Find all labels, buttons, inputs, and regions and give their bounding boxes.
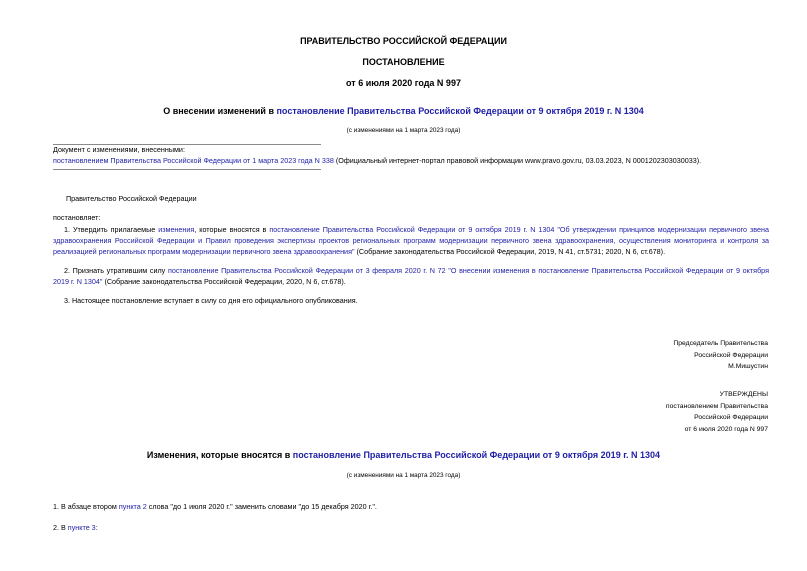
change1-link-punkt-2[interactable]: пункта 2 xyxy=(118,502,147,511)
item1-link-1304[interactable]: постановление Правительства Российской Федерации от 9 октября 2019 г. N 1304 "Об утверждении принципов модернизации первичного звена здравоохранения Российской Федерации и Правил проведения экспертизы проектов региональных программ модернизации первичного звена здравоохранения, осуществления мониторинга и контроля за реализацией региональных программ модернизации первичного звена здравоохранения" xyxy=(53,225,769,256)
approved-line-2: постановлением Правительства xyxy=(665,402,768,410)
item1-text-b: , которые вносятся в xyxy=(194,225,270,234)
approved-line-1: УТВЕРЖДЕНЫ xyxy=(719,391,768,398)
decrees-line: постановляет: xyxy=(53,213,101,222)
changes-title-link-1304[interactable]: постановление Правительства Российской Федерации от 9 октября 2019 г. N 1304 xyxy=(292,450,661,460)
doc-type-heading: ПОСТАНОВЛЕНИЕ xyxy=(362,57,445,67)
change2-link-punkt-3[interactable]: пункте 3 xyxy=(67,523,96,532)
title-link-1304[interactable]: постановление Правительства Российской Федерации от 9 октября 2019 г. N 1304 xyxy=(276,106,644,116)
signature-line-1: Председатель Правительства xyxy=(673,340,768,347)
change-item-2 xyxy=(53,522,98,533)
approved-line-4: от 6 июля 2020 года N 997 xyxy=(684,425,768,433)
paragraph-item-1 xyxy=(53,224,769,257)
item2-text-b: (Собрание законодательства Российской Федерации, 2020, N 6, ст.678). xyxy=(102,277,346,286)
changes-title-prefix: Изменения, которые вносятся в xyxy=(146,450,293,460)
change2-text-a: 2. В xyxy=(53,523,68,532)
changes-box-bottom-rule xyxy=(53,169,321,170)
change1-text-a: 1. В абзаце втором xyxy=(53,502,119,511)
approved-block xyxy=(520,389,768,435)
signature-line-3: М.Мишустин xyxy=(728,363,768,370)
change1-text-b: слова "до 1 июля 2020 г." заменить словами "до 15 декабря 2020 г.". xyxy=(146,502,377,511)
paragraph-item-3: 3. Настоящее постановление вступает в силу со дня его официального опубликования. xyxy=(64,296,358,305)
signature-block xyxy=(520,338,768,373)
changes-box-line xyxy=(53,155,773,166)
approved-line-3: Российской Федерации xyxy=(694,414,768,421)
changes-box xyxy=(53,144,773,166)
changes-box-label: Документ с изменениями, внесенными: xyxy=(53,145,185,154)
item2-text-a: 2. Признать утратившим силу xyxy=(64,266,168,275)
changes-section-title xyxy=(0,450,807,460)
changes-box-link-338[interactable]: постановлением Правительства Российской Федерации от 1 марта 2023 года N 338 xyxy=(53,156,334,165)
item1-text-a: 1. Утвердить прилагаемые xyxy=(64,225,159,234)
item1-link-changes[interactable]: изменения xyxy=(158,225,195,234)
item2-link-72[interactable]: постановление Правительства Российской Федерации от 3 февраля 2020 г. N 72 "О внесении изменения в постановление Правительства Российской Федерации от 9 октября 2019 г. N 1304" xyxy=(53,266,769,286)
signature-line-2: Российской Федерации xyxy=(694,351,768,359)
item1-text-c: (Собрание законодательства Российской Федерации, 2019, N 41, ст.5731; 2020, N 6, ст.678). xyxy=(354,247,666,256)
revision-note: (с изменениями на 1 марта 2023 года) xyxy=(346,127,461,134)
changes-revision-note: (с изменениями на 1 марта 2023 года) xyxy=(346,472,461,479)
government-line: Правительство Российской Федерации xyxy=(66,194,197,203)
change2-text-b: : xyxy=(95,523,98,532)
change-item-1 xyxy=(53,501,377,512)
title-prefix: О внесении изменений в xyxy=(163,106,277,116)
changes-box-suffix: (Официальный интернет-портал правовой информации www.pravo.gov.ru, 03.03.2023, N 0001202303030033). xyxy=(333,156,702,165)
paragraph-item-2 xyxy=(53,265,769,287)
government-heading: ПРАВИТЕЛЬСТВО РОССИЙСКОЙ ФЕДЕРАЦИИ xyxy=(300,36,507,46)
document-title xyxy=(0,106,807,116)
date-number-heading: от 6 июля 2020 года N 997 xyxy=(346,78,461,88)
